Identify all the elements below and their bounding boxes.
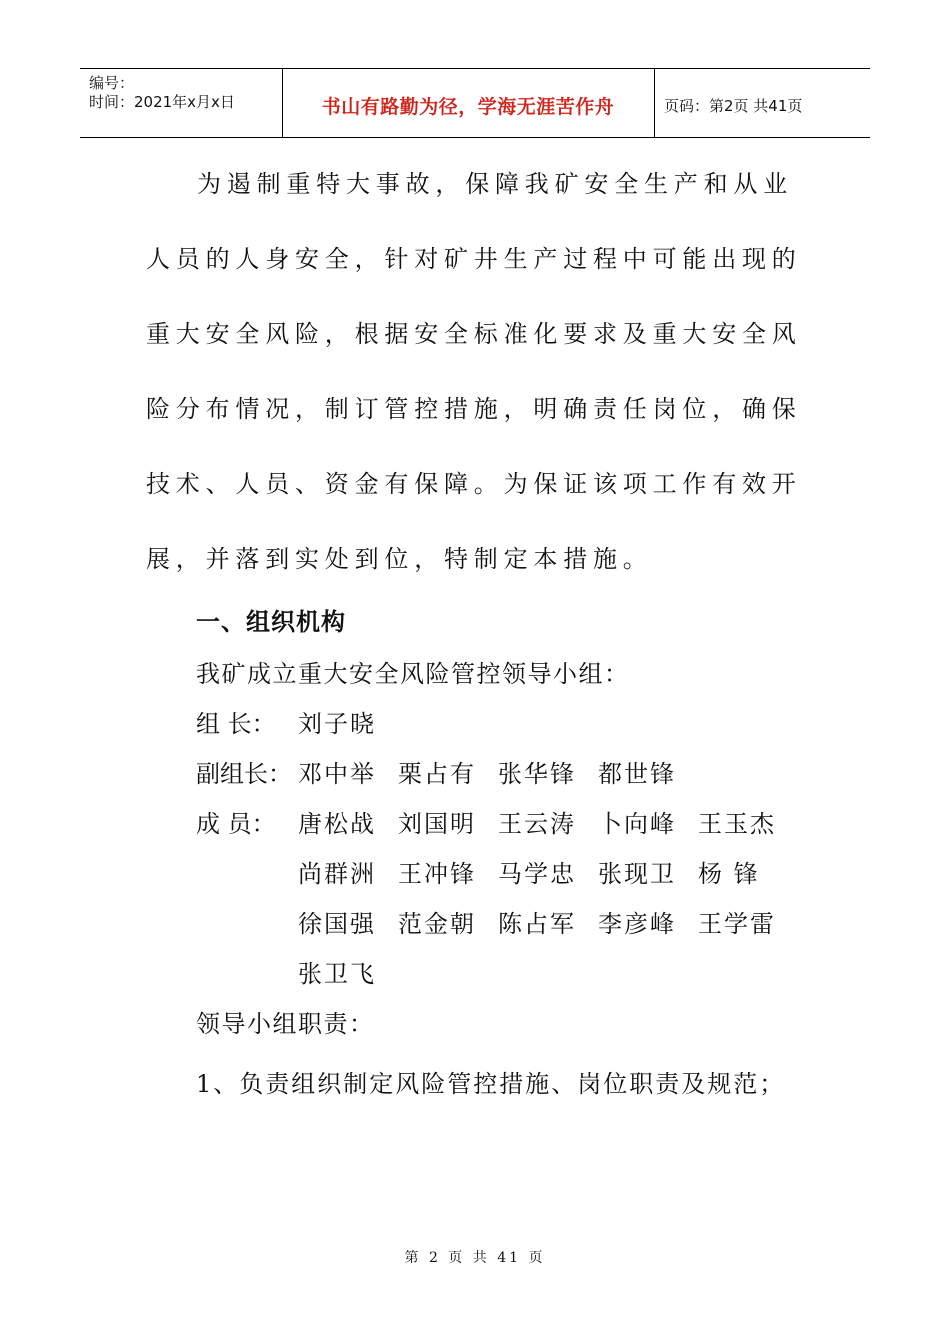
duties-label: 领导小组职责： [196,1010,375,1038]
leader-names [298,704,398,739]
person-name: 卜向峰 [598,810,676,838]
member-names-row-4 [298,954,398,989]
person-name: 王学雷 [698,910,776,938]
document-time-label: 时间：2021年x月x日 [89,93,235,111]
person-name: 刘子晓 [298,710,376,738]
member-names-row-3 [298,904,798,939]
person-name: 张卫飞 [298,960,376,988]
person-name: 马学忠 [498,860,576,888]
header-page-cell [654,69,870,137]
person-name: 张现卫 [598,860,676,888]
member-names-row-2 [298,854,782,889]
person-name: 栗占有 [398,760,476,788]
person-name: 李彦峰 [598,910,676,938]
document-number-label: 编号： [89,74,135,92]
person-name: 徐国强 [298,910,376,938]
person-name: 尚群洲 [298,860,376,888]
person-name: 刘国明 [398,810,476,838]
person-name: 王云涛 [498,810,576,838]
person-name: 陈占军 [498,910,576,938]
page-footer: 第 2 页 共 41 页 [404,1250,546,1266]
leadership-group-intro: 我矿成立重大安全风险管控领导小组： [196,660,630,688]
duty-item-1: 1、负责组织制定风险管控措施、岗位职责及规范； [196,1070,786,1098]
header-motto: 书山有路勤为径，学海无涯苦作舟 [321,96,615,118]
member-names-row-1 [298,804,798,839]
leader-label: 组 长： [196,710,276,738]
person-name: 杨 锋 [698,860,760,888]
deputy-label: 副组长： [196,760,292,788]
header-meta-cell [80,69,283,137]
person-name: 王冲锋 [398,860,476,888]
document-header [80,68,870,138]
person-name: 唐松战 [298,810,376,838]
header-motto-cell [282,69,655,137]
intro-paragraph: 为遏制重特大事故，保障我矿安全生产和从业人员的人身安全，针对矿井生产过程中可能出现的重大安全风险，根据安全标准化要求及重大安全风险分布情况，制订管控措施，明确责任岗位，确保技术、人员、资金有保障。为保证该项工作有效开展，并落到实处到位，特制定本措施。 [146,170,802,573]
deputy-names [298,754,698,789]
person-name: 都世锋 [598,760,676,788]
header-page-info: 页码：第2页 共41页 [664,97,803,115]
person-name: 王玉杰 [698,810,776,838]
person-name: 范金朝 [398,910,476,938]
person-name: 张华锋 [498,760,576,788]
section-heading: 一、组织机构 [196,608,346,636]
person-name: 邓中举 [298,760,376,788]
member-label: 成 员： [196,810,276,838]
